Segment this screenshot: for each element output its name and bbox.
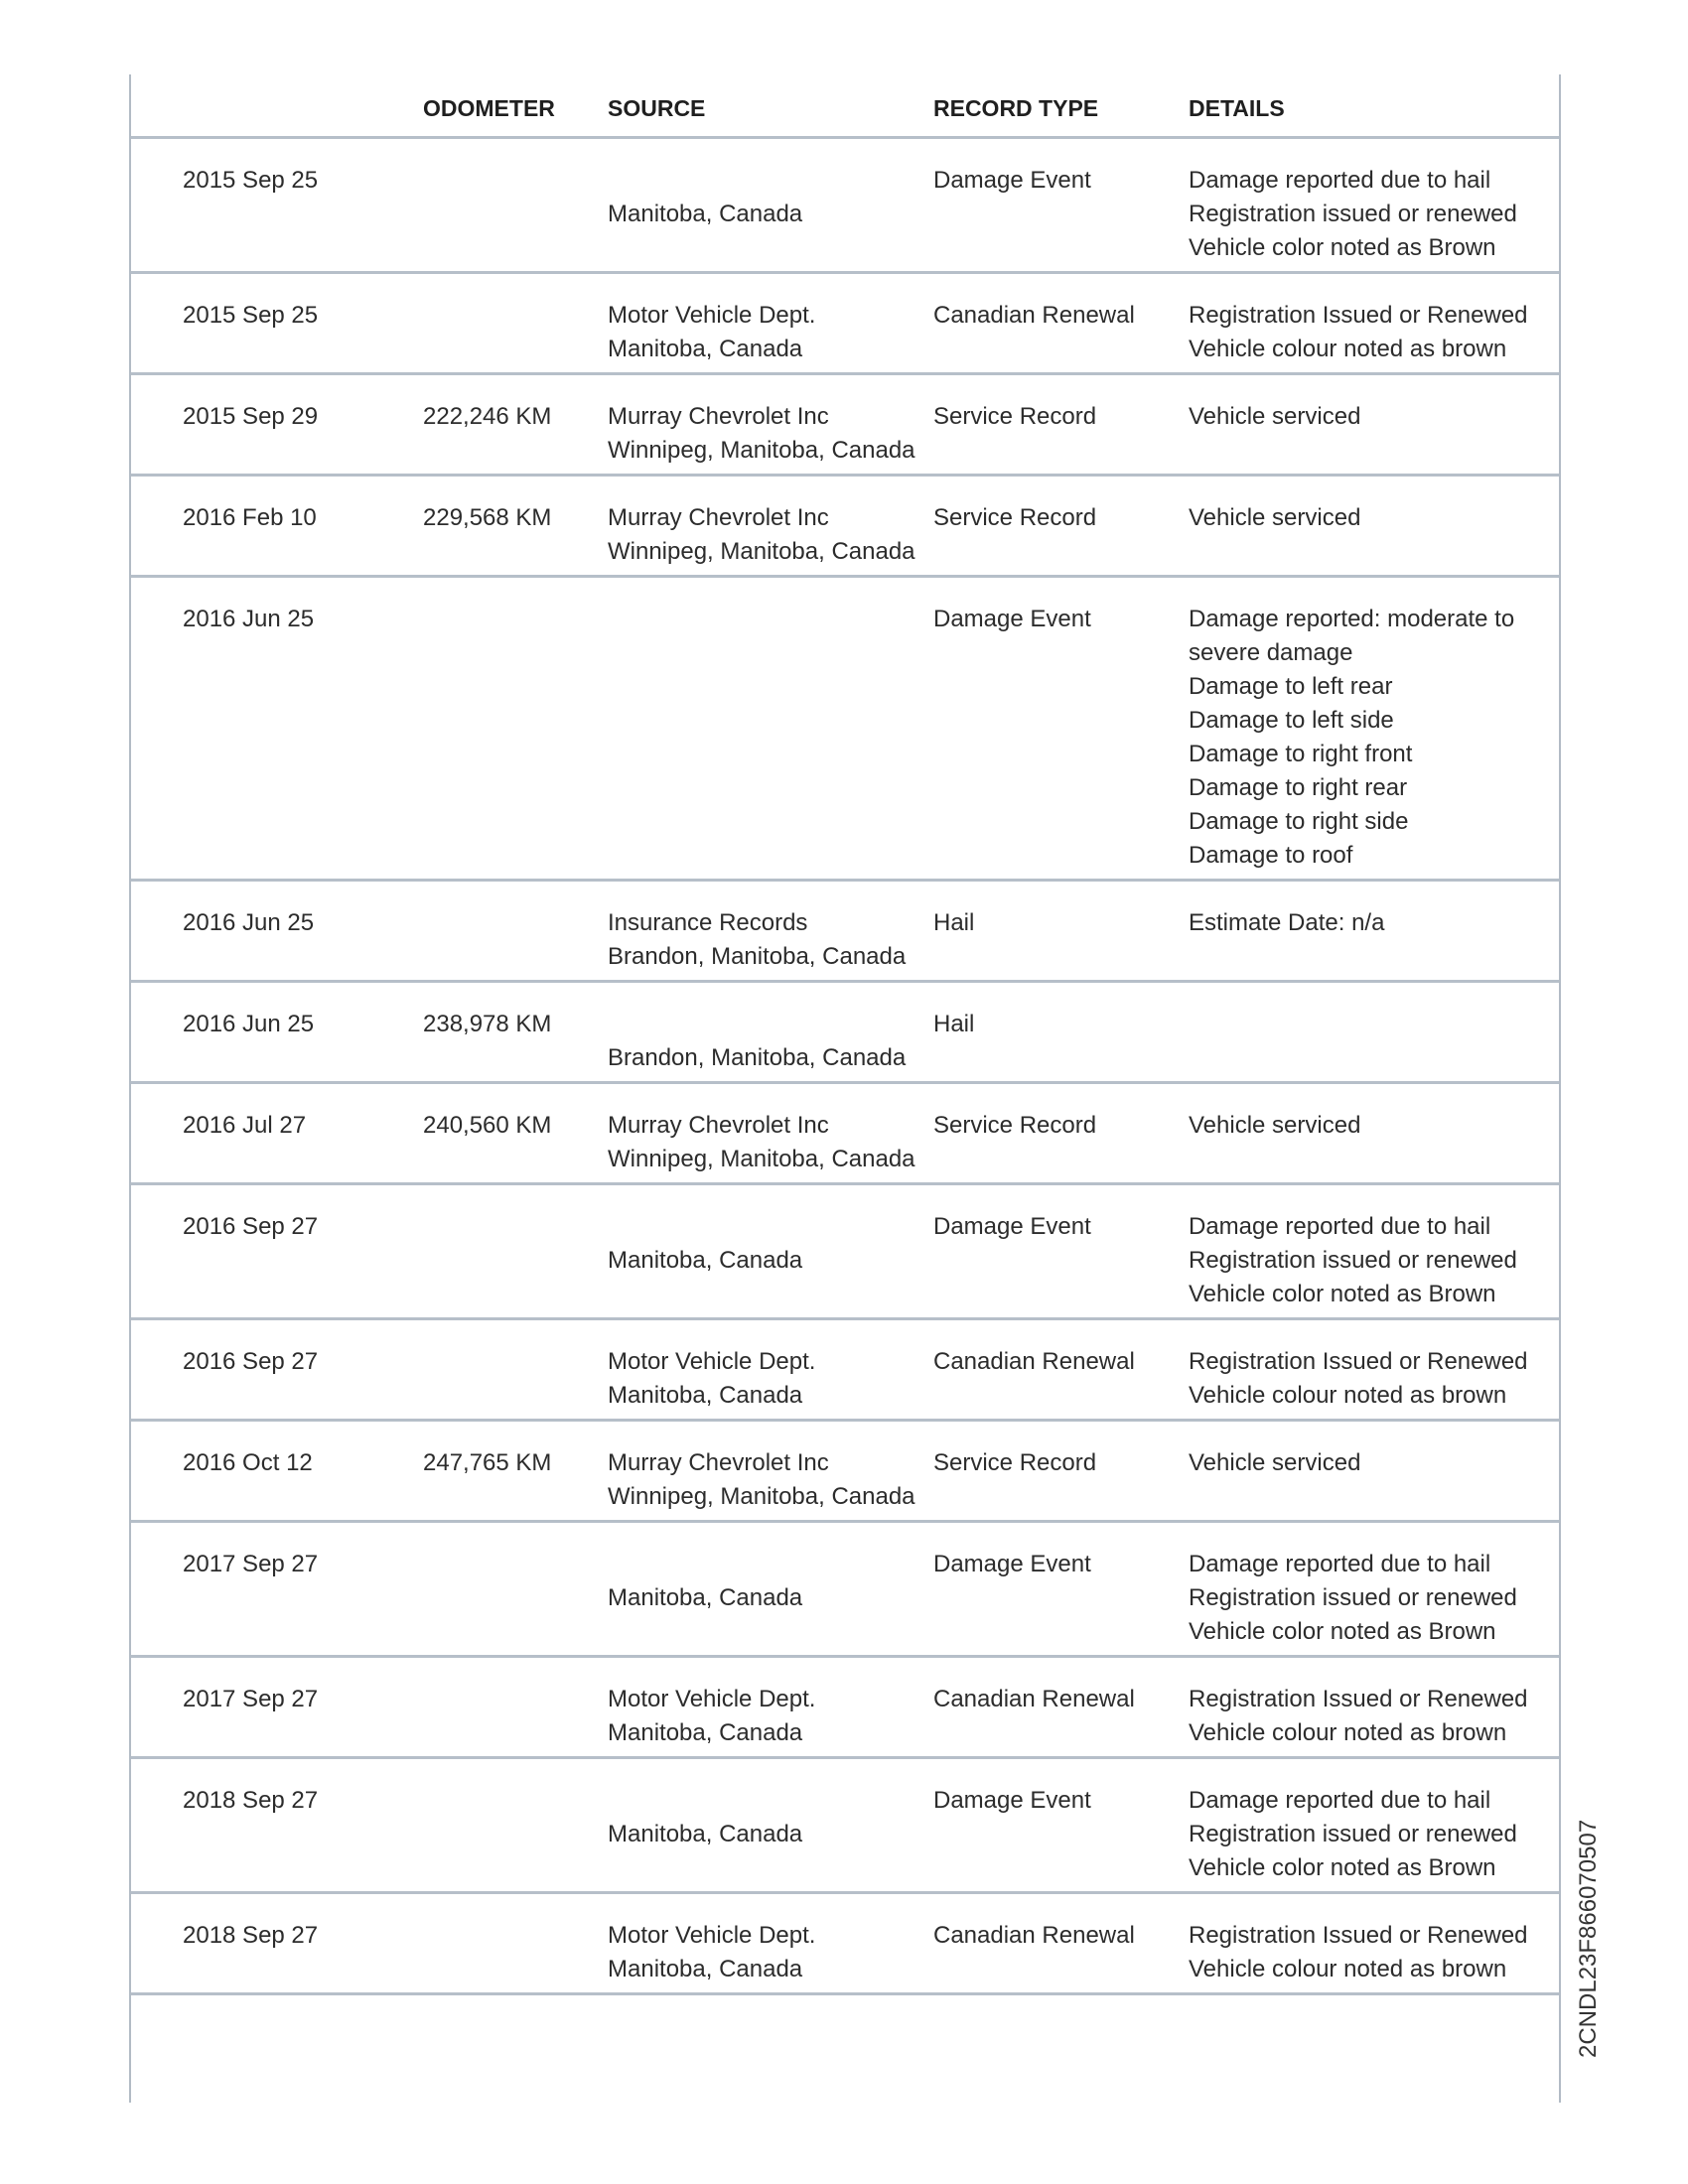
table-row bbox=[131, 139, 1559, 274]
detail-line: Damage reported due to hail bbox=[1189, 167, 1491, 194]
source-location: Manitoba, Canada bbox=[608, 1247, 803, 1274]
vehicle-history-table bbox=[129, 74, 1561, 2103]
table-footer-space bbox=[131, 1995, 1559, 2103]
cell-source bbox=[608, 164, 933, 265]
cell-record-type: Damage Event bbox=[933, 1787, 1091, 1814]
cell-details bbox=[1189, 400, 1546, 468]
source-location bbox=[608, 636, 923, 670]
detail-line: Registration issued or renewed bbox=[1189, 1584, 1517, 1611]
detail-line: Vehicle colour noted as brown bbox=[1189, 1956, 1507, 1982]
source-name: Motor Vehicle Dept. bbox=[608, 1922, 816, 1949]
detail-line: Damage to roof bbox=[1189, 842, 1353, 869]
source-name bbox=[608, 1784, 923, 1818]
cell-date: 2016 Feb 10 bbox=[183, 504, 317, 531]
header-record-type: RECORD TYPE bbox=[933, 95, 1099, 121]
detail-line: Vehicle color noted as Brown bbox=[1189, 1281, 1496, 1307]
cell-odometer bbox=[423, 1548, 608, 1649]
cell-date: 2015 Sep 25 bbox=[183, 302, 319, 329]
source-name bbox=[608, 1548, 923, 1581]
detail-line: Damage reported due to hail bbox=[1189, 1551, 1491, 1577]
cell-odometer bbox=[423, 906, 608, 974]
source-name bbox=[608, 603, 923, 636]
header-source: SOURCE bbox=[608, 95, 706, 121]
source-location: Brandon, Manitoba, Canada bbox=[608, 943, 907, 970]
cell-source bbox=[608, 400, 933, 468]
cell-record-type: Service Record bbox=[933, 504, 1097, 531]
table-body bbox=[131, 139, 1559, 1995]
source-name bbox=[608, 1008, 923, 1041]
source-location: Brandon, Manitoba, Canada bbox=[608, 1044, 907, 1071]
cell-record-type: Hail bbox=[933, 1011, 975, 1037]
source-name: Insurance Records bbox=[608, 909, 808, 936]
cell-source bbox=[608, 1345, 933, 1413]
cell-details bbox=[1189, 1548, 1546, 1649]
detail-line: Damage to right side bbox=[1189, 808, 1409, 835]
cell-source bbox=[608, 1548, 933, 1649]
table-row bbox=[131, 477, 1559, 578]
cell-odometer: 247,765 KM bbox=[423, 1449, 552, 1476]
cell-odometer bbox=[423, 1345, 608, 1413]
table-row bbox=[131, 375, 1559, 477]
cell-details bbox=[1189, 603, 1546, 873]
detail-line: Damage reported: moderate to severe damage bbox=[1189, 606, 1515, 666]
cell-date: 2016 Sep 27 bbox=[183, 1213, 319, 1240]
source-location: Winnipeg, Manitoba, Canada bbox=[608, 538, 915, 565]
cell-details bbox=[1189, 906, 1546, 974]
detail-line: Registration Issued or Renewed bbox=[1189, 1922, 1528, 1949]
source-name: Murray Chevrolet Inc bbox=[608, 403, 829, 430]
table-row bbox=[131, 1523, 1559, 1658]
source-location: Manitoba, Canada bbox=[608, 201, 803, 227]
cell-record-type: Canadian Renewal bbox=[933, 302, 1135, 329]
cell-details bbox=[1189, 1345, 1546, 1413]
source-name: Motor Vehicle Dept. bbox=[608, 302, 816, 329]
detail-line: Vehicle colour noted as brown bbox=[1189, 336, 1507, 362]
cell-date: 2016 Jun 25 bbox=[183, 1011, 315, 1037]
cell-date: 2018 Sep 27 bbox=[183, 1787, 319, 1814]
detail-line: Vehicle serviced bbox=[1189, 403, 1361, 430]
table-row bbox=[131, 983, 1559, 1084]
cell-odometer: 238,978 KM bbox=[423, 1011, 552, 1037]
detail-line: Damage reported due to hail bbox=[1189, 1213, 1491, 1240]
cell-source bbox=[608, 1210, 933, 1311]
cell-source bbox=[608, 1109, 933, 1176]
cell-date: 2017 Sep 27 bbox=[183, 1686, 319, 1712]
detail-line: Vehicle serviced bbox=[1189, 504, 1361, 531]
cell-odometer bbox=[423, 299, 608, 366]
cell-details bbox=[1189, 1210, 1546, 1311]
cell-details bbox=[1189, 501, 1546, 569]
table-row bbox=[131, 1894, 1559, 1995]
detail-line: Damage to right front bbox=[1189, 741, 1413, 767]
cell-date: 2015 Sep 25 bbox=[183, 167, 319, 194]
cell-record-type: Canadian Renewal bbox=[933, 1922, 1135, 1949]
cell-odometer: 240,560 KM bbox=[423, 1112, 552, 1139]
cell-record-type: Service Record bbox=[933, 1112, 1097, 1139]
cell-date: 2015 Sep 29 bbox=[183, 403, 319, 430]
source-location: Manitoba, Canada bbox=[608, 336, 803, 362]
cell-record-type: Service Record bbox=[933, 1449, 1097, 1476]
detail-line: Registration issued or renewed bbox=[1189, 1247, 1517, 1274]
cell-source bbox=[608, 299, 933, 366]
cell-odometer bbox=[423, 164, 608, 265]
cell-source bbox=[608, 603, 933, 873]
detail-line: Damage to left side bbox=[1189, 707, 1394, 734]
source-name: Murray Chevrolet Inc bbox=[608, 1112, 829, 1139]
table-row bbox=[131, 1185, 1559, 1320]
detail-line: Vehicle color noted as Brown bbox=[1189, 1618, 1496, 1645]
source-location: Manitoba, Canada bbox=[608, 1956, 803, 1982]
source-name bbox=[608, 164, 923, 198]
cell-details bbox=[1189, 1784, 1546, 1885]
table-row bbox=[131, 1759, 1559, 1894]
source-name: Murray Chevrolet Inc bbox=[608, 504, 829, 531]
cell-record-type: Damage Event bbox=[933, 1551, 1091, 1577]
detail-line: Registration issued or renewed bbox=[1189, 1821, 1517, 1847]
detail-line: Vehicle serviced bbox=[1189, 1112, 1361, 1139]
cell-details bbox=[1189, 1683, 1546, 1750]
detail-line: Vehicle serviced bbox=[1189, 1449, 1361, 1476]
table-row bbox=[131, 1658, 1559, 1759]
cell-record-type: Service Record bbox=[933, 403, 1097, 430]
source-location: Manitoba, Canada bbox=[608, 1719, 803, 1746]
source-name: Murray Chevrolet Inc bbox=[608, 1449, 829, 1476]
cell-odometer bbox=[423, 1919, 608, 1986]
detail-line: Registration issued or renewed bbox=[1189, 201, 1517, 227]
table-header-row bbox=[131, 74, 1559, 139]
source-location: Winnipeg, Manitoba, Canada bbox=[608, 437, 915, 464]
source-name bbox=[608, 1210, 923, 1244]
cell-date: 2017 Sep 27 bbox=[183, 1551, 319, 1577]
source-location: Winnipeg, Manitoba, Canada bbox=[608, 1483, 915, 1510]
detail-line: Vehicle colour noted as brown bbox=[1189, 1382, 1507, 1409]
cell-record-type: Hail bbox=[933, 909, 975, 936]
source-name: Motor Vehicle Dept. bbox=[608, 1348, 816, 1375]
cell-source bbox=[608, 1683, 933, 1750]
table-row bbox=[131, 1320, 1559, 1422]
cell-odometer bbox=[423, 1210, 608, 1311]
source-location: Manitoba, Canada bbox=[608, 1584, 803, 1611]
cell-source bbox=[608, 1919, 933, 1986]
header-details: DETAILS bbox=[1189, 95, 1285, 121]
source-location: Manitoba, Canada bbox=[608, 1382, 803, 1409]
detail-line: Estimate Date: n/a bbox=[1189, 909, 1385, 936]
cell-source bbox=[608, 501, 933, 569]
cell-source bbox=[608, 1008, 933, 1075]
cell-date: 2016 Jun 25 bbox=[183, 909, 315, 936]
detail-line: Damage reported due to hail bbox=[1189, 1787, 1491, 1814]
cell-details bbox=[1189, 1109, 1546, 1176]
vin-vertical-label: 2CNDL23F866070507 bbox=[1575, 1819, 1602, 2058]
detail-line: Damage to left rear bbox=[1189, 673, 1393, 700]
cell-record-type: Damage Event bbox=[933, 606, 1091, 632]
cell-date: 2016 Jun 25 bbox=[183, 606, 315, 632]
cell-odometer bbox=[423, 603, 608, 873]
cell-record-type: Damage Event bbox=[933, 167, 1091, 194]
detail-line: Registration Issued or Renewed bbox=[1189, 1686, 1528, 1712]
table-row bbox=[131, 1084, 1559, 1185]
cell-date: 2018 Sep 27 bbox=[183, 1922, 319, 1949]
detail-line: Vehicle color noted as Brown bbox=[1189, 234, 1496, 261]
cell-details bbox=[1189, 1919, 1546, 1986]
source-location: Manitoba, Canada bbox=[608, 1821, 803, 1847]
cell-record-type: Canadian Renewal bbox=[933, 1686, 1135, 1712]
source-name: Motor Vehicle Dept. bbox=[608, 1686, 816, 1712]
cell-odometer: 229,568 KM bbox=[423, 504, 552, 531]
table-row bbox=[131, 882, 1559, 983]
table-row bbox=[131, 274, 1559, 375]
table-row bbox=[131, 578, 1559, 882]
cell-details bbox=[1189, 1446, 1546, 1514]
cell-details bbox=[1189, 164, 1546, 265]
cell-odometer bbox=[423, 1784, 608, 1885]
cell-record-type: Damage Event bbox=[933, 1213, 1091, 1240]
cell-details bbox=[1189, 299, 1546, 366]
detail-line: Vehicle color noted as Brown bbox=[1189, 1854, 1496, 1881]
detail-line: Damage to right rear bbox=[1189, 774, 1408, 801]
cell-date: 2016 Oct 12 bbox=[183, 1449, 313, 1476]
cell-source bbox=[608, 1784, 933, 1885]
detail-line: Vehicle colour noted as brown bbox=[1189, 1719, 1507, 1746]
cell-source bbox=[608, 906, 933, 974]
header-odometer: ODOMETER bbox=[423, 95, 555, 121]
cell-date: 2016 Jul 27 bbox=[183, 1112, 307, 1139]
cell-source bbox=[608, 1446, 933, 1514]
cell-details bbox=[1189, 1008, 1546, 1075]
cell-date: 2016 Sep 27 bbox=[183, 1348, 319, 1375]
cell-odometer bbox=[423, 1683, 608, 1750]
cell-odometer: 222,246 KM bbox=[423, 403, 552, 430]
detail-line: Registration Issued or Renewed bbox=[1189, 302, 1528, 329]
table-row bbox=[131, 1422, 1559, 1523]
cell-record-type: Canadian Renewal bbox=[933, 1348, 1135, 1375]
detail-line: Registration Issued or Renewed bbox=[1189, 1348, 1528, 1375]
source-location: Winnipeg, Manitoba, Canada bbox=[608, 1146, 915, 1172]
